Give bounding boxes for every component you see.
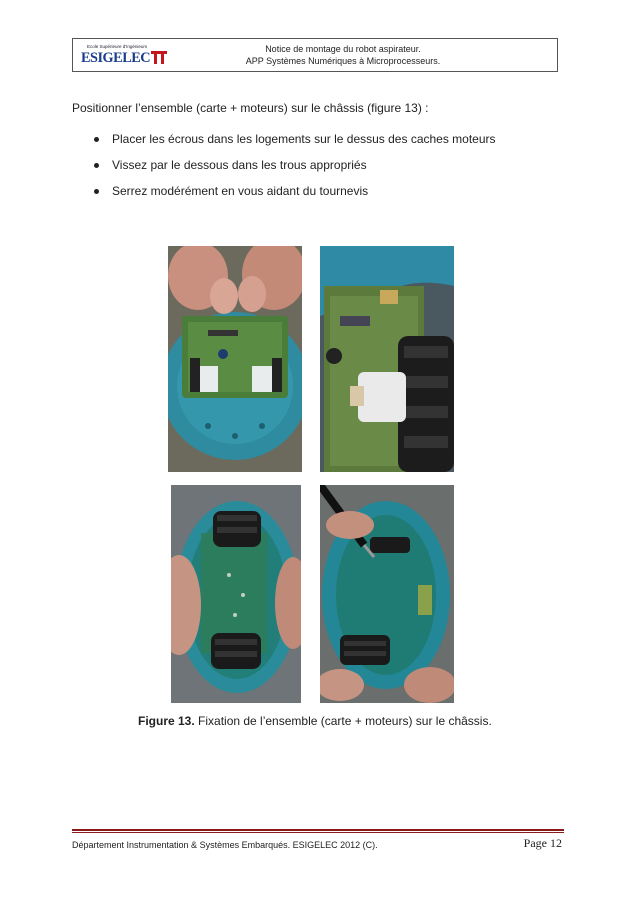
footer-divider-thin <box>72 832 564 833</box>
photo-screwdriver-underside <box>320 485 454 703</box>
bullet-icon <box>94 137 99 142</box>
header-line-1: Notice de montage du robot aspirateur. <box>265 44 421 54</box>
photo-underside-wheels <box>171 485 301 703</box>
photo-board-top-view <box>168 246 302 472</box>
list-item-text: Placer les écrous dans les logements sur le dessus des caches moteurs <box>112 132 496 146</box>
page-header <box>72 38 558 72</box>
esigelec-logo <box>79 44 169 68</box>
bullet-icon <box>94 189 99 194</box>
list-item-text: Serrez modérément en vous aidant du tournevis <box>112 184 369 198</box>
footer-department: Département Instrumentation & Systèmes Embarqués. ESIGELEC 2012 (C). <box>72 840 378 850</box>
list-item <box>90 184 496 210</box>
figure-caption-text: Fixation de l’ensemble (carte + moteurs) sur le châssis. <box>194 714 492 728</box>
header-title <box>203 43 483 67</box>
logo-wordmark: ESIGELEC <box>81 50 151 66</box>
logo-mark-icon <box>151 49 167 65</box>
intro-paragraph: Positionner l’ensemble (carte + moteurs) sur le châssis (figure 13) : <box>72 101 429 115</box>
photo-motor-closeup <box>320 246 454 472</box>
list-item <box>90 158 496 184</box>
page-number: Page 12 <box>523 836 562 850</box>
figure-caption <box>138 714 492 728</box>
bullet-icon <box>94 163 99 168</box>
list-item <box>90 132 496 158</box>
figure-label: Figure 13. <box>138 714 195 728</box>
instruction-list <box>90 132 496 210</box>
logo-tagline: Ecole Supérieure d'Ingénieurs <box>87 44 148 49</box>
header-line-2: APP Systèmes Numériques à Microprocesseurs. <box>245 56 441 66</box>
list-item-text: Vissez par le dessous dans les trous appropriés <box>112 158 367 172</box>
footer-divider <box>72 829 564 831</box>
